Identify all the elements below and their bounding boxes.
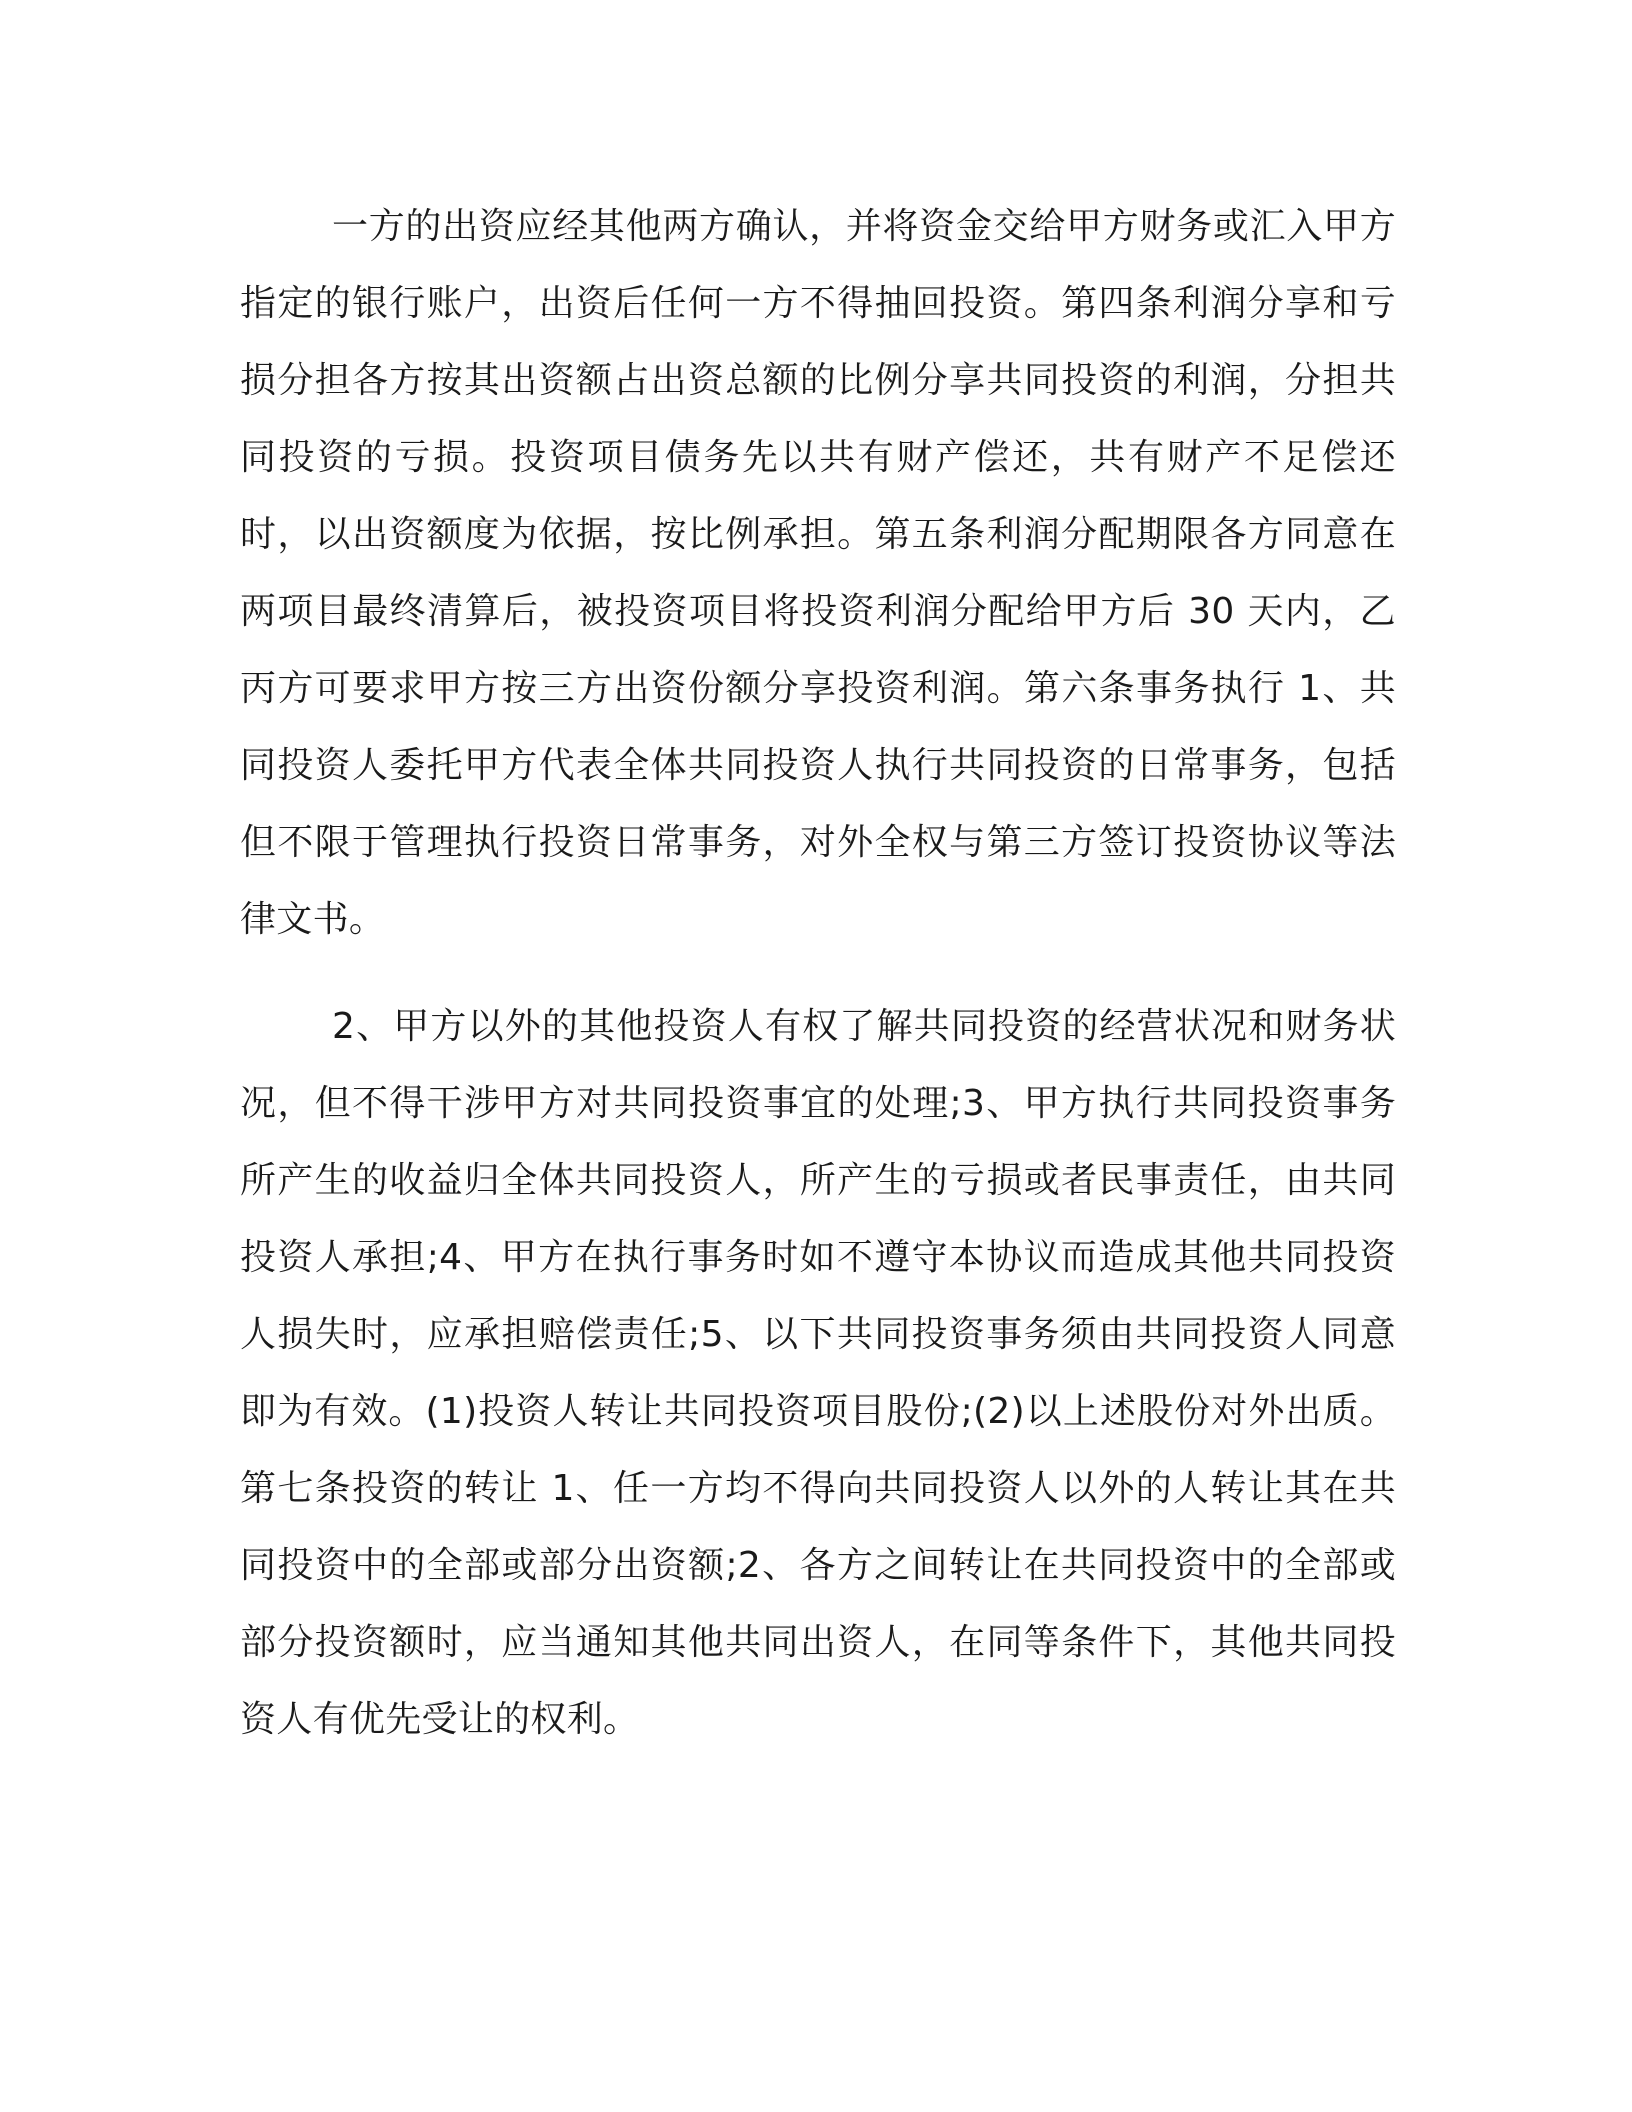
paragraph-2: 2、甲方以外的其他投资人有权了解共同投资的经营状况和财务状况，但不得干涉甲方对共同投资事宜的处理;3、甲方执行共同投资事务所产生的收益归全体共同投资人，所产生的亏损或者民事责任，由共同投资人承担;4、甲方在执行事务时如不遵守本协议而造成其他共同投资人损失时，应承担赔偿责任;5、以下共同投资事务须由共同投资人同意即为有效。(1)投资人转让共同投资项目股份;(2)以上述股份对外出质。第七条投资的转让 1、任一方均不得向共同投资人以外的人转让其在共同投资中的全部或部分出资额;2、各方之间转让在共同投资中的全部或部分投资额时，应当通知其他共同出资人，在同等条件下，其他共同投资人有优先受让的权利。 bbox=[240, 1006, 1396, 1740]
paragraph-1: 一方的出资应经其他两方确认，并将资金交给甲方财务或汇入甲方指定的银行账户，出资后任何一方不得抽回投资。第四条利润分享和亏损分担各方按其出资额占出资总额的比例分享共同投资的利润，分担共同投资的亏损。投资项目债务先以共有财产偿还，共有财产不足偿还时，以出资额度为依据，按比例承担。第五条利润分配期限各方同意在两项目最终清算后，被投资项目将投资利润分配给甲方后 30 天内，乙丙方可要求甲方按三方出资份额分享投资利润。第六条事务执行 1、共同投资人委托甲方代表全体共同投资人执行共同投资的日常事务，包括但不限于管理执行投资日常事务，对外全权与第三方签订投资协议等法律文书。 bbox=[240, 206, 1396, 940]
document-body bbox=[240, 188, 1396, 1758]
